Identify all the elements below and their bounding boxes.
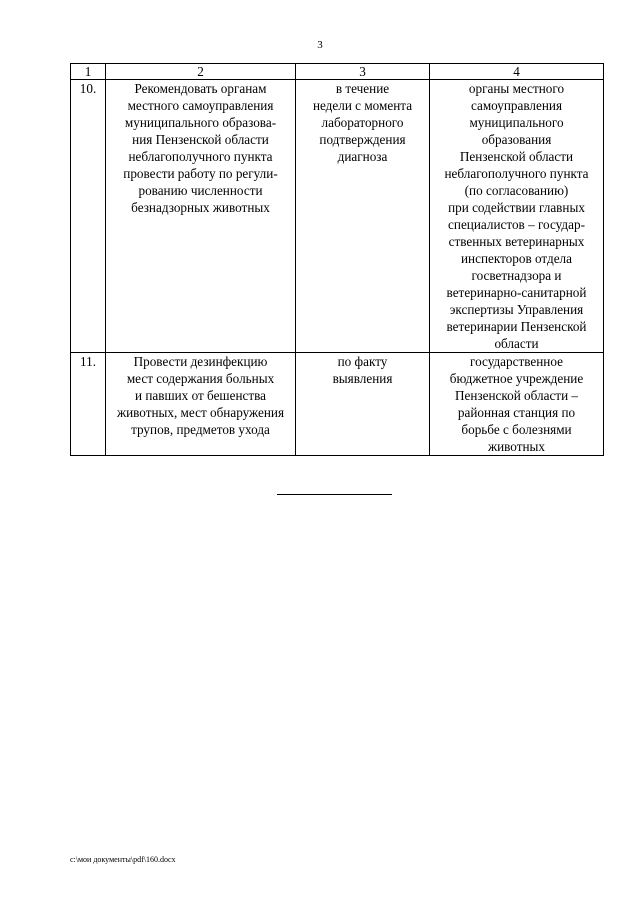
footer-file-path: c:\мои документы\pdf\160.docx bbox=[70, 855, 176, 864]
header-col-2: 2 bbox=[106, 64, 296, 80]
table-row bbox=[71, 353, 604, 456]
row-deadline: в течение недели с момента лабораторного подтверждения диагноза bbox=[296, 80, 430, 353]
header-col-4: 4 bbox=[430, 64, 604, 80]
row-action: Рекомендовать органам местного самоуправления муниципального образова- ния Пензенской области неблагополучного пункта провести работу по регули- рованию численности безнадзорных животных bbox=[106, 80, 296, 353]
row-number: 11. bbox=[71, 353, 106, 456]
row-responsible: органы местного самоуправления муниципального образования Пензенской области неблагополучного пункта (по согласованию) при содействии главных специалистов – государ- ственных ветеринарных инспекторов отдела госветнадзора и ветеринарно-санитарной экспертизы Управления ветеринарии Пензенской области bbox=[430, 80, 604, 353]
table-row bbox=[71, 80, 604, 353]
row-action: Провести дезинфекцию мест содержания больных и павших от бешенства животных, мест обнаружения трупов, предметов ухода bbox=[106, 353, 296, 456]
table-header-row bbox=[71, 64, 604, 80]
header-col-1: 1 bbox=[71, 64, 106, 80]
end-divider bbox=[277, 494, 392, 495]
header-col-3: 3 bbox=[296, 64, 430, 80]
row-responsible: государственное бюджетное учреждение Пензенской области – районная станция по борьбе с болезнями животных bbox=[430, 353, 604, 456]
row-number: 10. bbox=[71, 80, 106, 353]
page-number: 3 bbox=[317, 39, 323, 51]
measures-table bbox=[70, 63, 604, 456]
row-deadline: по факту выявления bbox=[296, 353, 430, 456]
